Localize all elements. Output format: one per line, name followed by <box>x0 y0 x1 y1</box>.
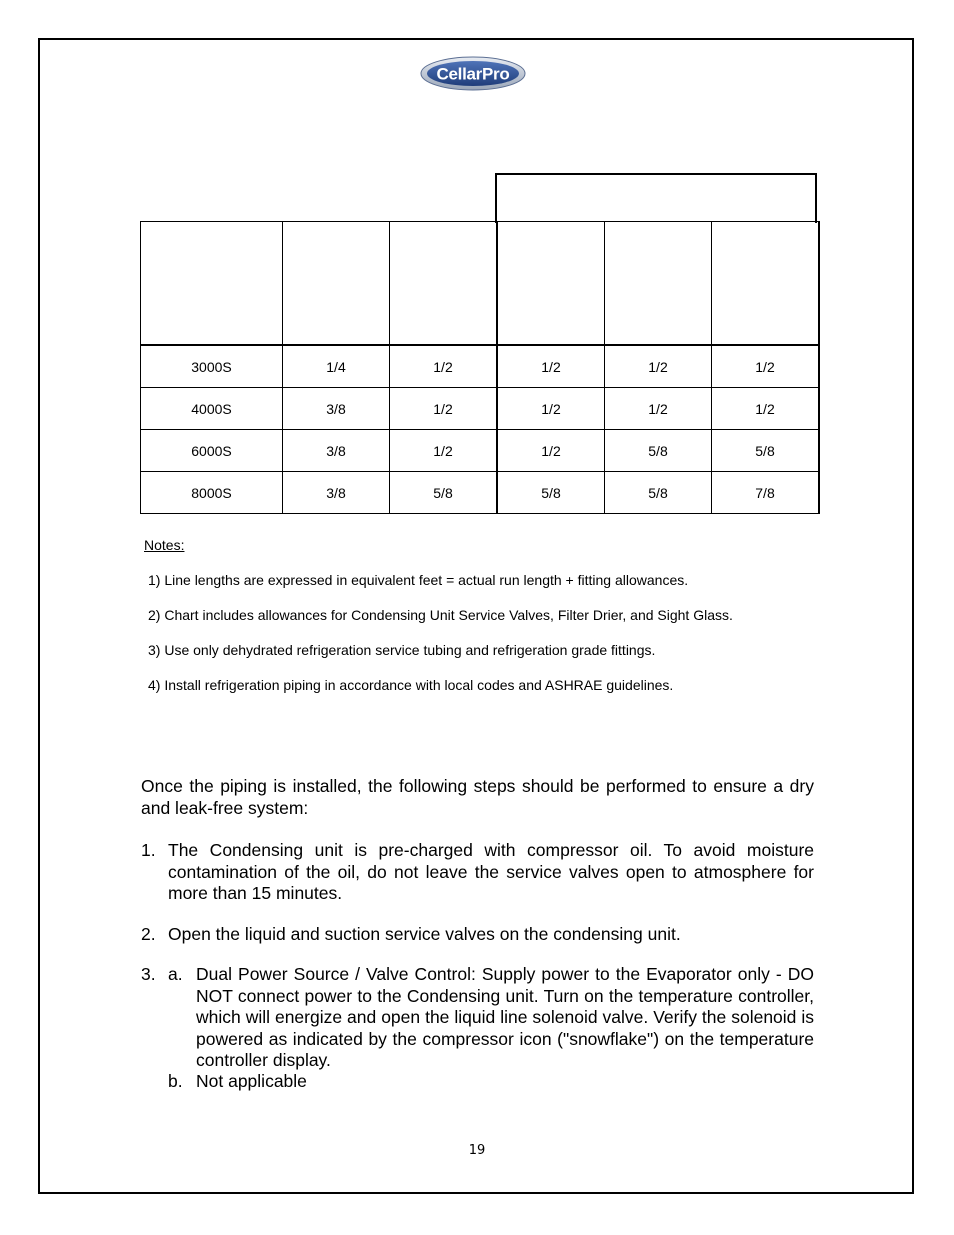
table-row <box>141 345 820 388</box>
table-cell: 1/2 <box>497 430 605 472</box>
table-cell: 1/2 <box>497 388 605 430</box>
header-cell <box>283 222 390 346</box>
step-number: 3. <box>141 964 156 984</box>
table-cell: 1/2 <box>605 388 712 430</box>
table-group-header <box>495 173 817 223</box>
logo-text: CellarPro <box>436 64 510 84</box>
table-cell: 3/8 <box>283 472 390 514</box>
table-cell: 1/2 <box>390 430 498 472</box>
intro-paragraph: Once the piping is installed, the following steps should be performed to ensure a dry and leak-free system: <box>141 776 814 818</box>
table-cell: 1/4 <box>283 345 390 388</box>
note-item: 1) Line lengths are expressed in equivalent feet = actual run length + fitting allowances. <box>148 572 689 588</box>
table-cell: 1/2 <box>712 388 820 430</box>
header-cell <box>497 222 605 346</box>
table-cell: 5/8 <box>712 430 820 472</box>
step-number: 1. <box>141 840 156 860</box>
step-3a-content: Dual Power Source / Valve Control: Supply power to the Evaporator only - DO NOT connect power to the Condensing unit. Turn on the temperature controller, which will energize and open the liquid line solenoid valve. Verify the solenoid is powered as indicated by the compressor icon ("snowflake") on the temperature controller display. <box>196 964 814 1070</box>
note-item: 4) Install refrigeration piping in accordance with local codes and ASHRAE guidelines. <box>148 677 674 693</box>
table-cell: 1/2 <box>390 345 498 388</box>
table-row <box>141 430 820 472</box>
header-cell <box>712 222 820 346</box>
table-cell: 5/8 <box>497 472 605 514</box>
step-number: 2. <box>141 924 156 944</box>
table-cell: 3/8 <box>283 388 390 430</box>
table-cell: 1/2 <box>390 388 498 430</box>
note-item: 3) Use only dehydrated refrigeration service tubing and refrigeration grade fittings. <box>148 642 656 658</box>
substep-letter: b. <box>168 1071 183 1091</box>
header-cell <box>605 222 712 346</box>
step-3b-text: Not applicable <box>196 1071 307 1091</box>
table-cell: 1/2 <box>605 345 712 388</box>
step-3a-text <box>196 964 814 1072</box>
model-cell: 6000S <box>141 430 283 472</box>
table-cell: 5/8 <box>605 472 712 514</box>
table-cell: 3/8 <box>283 430 390 472</box>
note-item: 2) Chart includes allowances for Condensing Unit Service Valves, Filter Drier, and Sight Glass. <box>148 607 733 623</box>
table-cell: 5/8 <box>605 430 712 472</box>
table-cell: 1/2 <box>712 345 820 388</box>
model-cell: 4000S <box>141 388 283 430</box>
line-size-table <box>140 221 820 514</box>
model-cell: 8000S <box>141 472 283 514</box>
header-cell <box>390 222 498 346</box>
notes-title: Notes: <box>144 537 185 553</box>
substep-letter: a. <box>168 964 183 984</box>
table-header-row <box>141 222 820 346</box>
table-row <box>141 472 820 514</box>
page-number: 19 <box>468 1143 486 1158</box>
table-cell: 1/2 <box>497 345 605 388</box>
step-1-text: The Condensing unit is pre-charged with compressor oil. To avoid moisture contamination of the oil, do not leave the service valves open to atmosphere for more than 15 minutes. <box>168 840 814 903</box>
table-row <box>141 388 820 430</box>
step-2-text: Open the liquid and suction service valves on the condensing unit. <box>168 924 681 944</box>
table-cell: 5/8 <box>390 472 498 514</box>
cellarpro-logo <box>420 56 526 91</box>
header-cell <box>141 222 283 346</box>
table-cell: 7/8 <box>712 472 820 514</box>
model-cell: 3000S <box>141 345 283 388</box>
